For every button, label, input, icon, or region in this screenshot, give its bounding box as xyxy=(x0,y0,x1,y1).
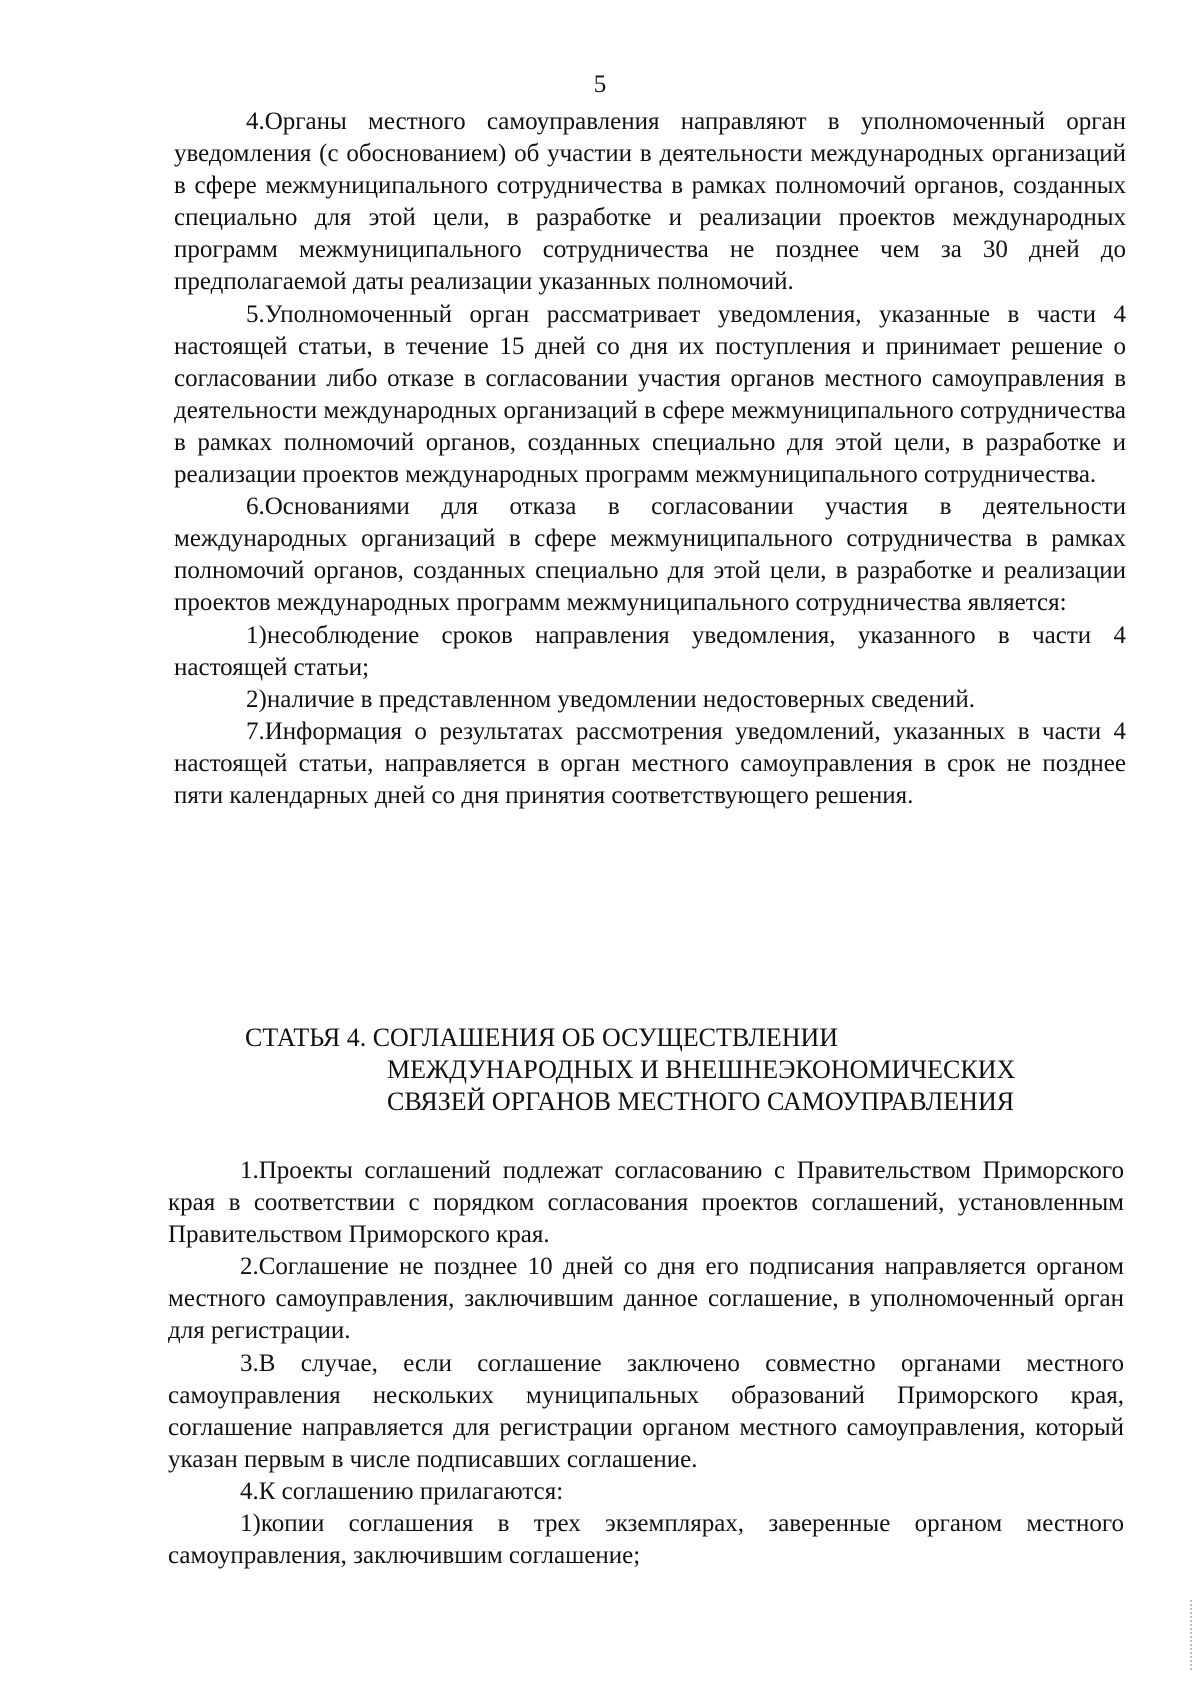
paragraph-6-item-1: 1)несоблюдение сроков направления уведомления, указанного в части 4 настоящей статьи; xyxy=(174,621,1126,681)
paragraph-6-item-2: 2)наличие в представленном уведомлении недостоверных сведений. xyxy=(246,685,975,713)
scan-edge-marks xyxy=(1190,1600,1194,1670)
article-4-heading-line-1: СТАТЬЯ 4. СОГЛАШЕНИЯ ОБ ОСУЩЕСТВЛЕНИИ xyxy=(245,1023,839,1052)
article-4-heading-line-3: СВЯЗЕЙ ОРГАНОВ МЕСТНОГО САМОУПРАВЛЕНИЯ xyxy=(387,1087,1015,1116)
article-4-paragraph-4-item-1: 1)копии соглашения в трех экземплярах, заверенные органом местного самоуправления, заключившим соглашение; xyxy=(168,1510,1124,1570)
article-3-continuation xyxy=(174,106,1126,812)
article-4-heading-line-2: МЕЖДУНАРОДНЫХ И ВНЕШНЕЭКОНОМИЧЕСКИХ xyxy=(387,1055,1016,1084)
page-number: 5 xyxy=(593,71,607,98)
paragraph-6: 6.Основаниями для отказа в согласовании участия в деятельности международных организаций в сфере межмуниципального сотрудничества в рамках полномочий органов, созданных специально для этой цели, в разработке и реализации проектов международных программ межмуниципального сотрудничества является: xyxy=(174,493,1126,617)
article-4-paragraph-1: 1.Проекты соглашений подлежат согласованию с Правительством Приморского края в соответствии с порядком согласования проектов соглашений, установленным Правительством Приморского края. xyxy=(168,1157,1124,1249)
article-4-paragraph-4: 4.К соглашению прилагаются: xyxy=(240,1477,564,1505)
paragraph-7: 7.Информация о результатах рассмотрения уведомлений, указанных в части 4 настоящей статьи, направляется в орган местного самоуправления в срок не позднее пяти календарных дней со дня принятия соответствующего решения. xyxy=(174,717,1126,809)
article-4-body xyxy=(168,1155,1124,1572)
article-4-heading xyxy=(245,1022,1105,1118)
paragraph-4: 4.Органы местного самоуправления направляют в уполномоченный орган уведомления (с обоснованием) об участии в деятельности международных организаций в сфере межмуниципального сотрудничества в рамках полномочий органов, созданных специально для этой цели, в разработке и реализации проектов международных программ межмуниципального сотрудничества не позднее чем за 30 дней до предполагаемой даты реализации указанных полномочий. xyxy=(174,108,1126,296)
article-4-paragraph-3: 3.В случае, если соглашение заключено совместно органами местного самоуправления нескольких муниципальных образований Приморского края, соглашение направляется для регистрации органом местного самоуправления, который указан первым в числе подписавших соглашение. xyxy=(168,1349,1124,1473)
paragraph-5: 5.Уполномоченный орган рассматривает уведомления, указанные в части 4 настоящей статьи, в течение 15 дней со дня их поступления и принимает решение о согласовании либо отказе в согласовании участия органов местного самоуправления в деятельности международных организаций в сфере межмуниципального сотрудничества в рамках полномочий органов, созданных специально для этой цели, в разработке и реализации проектов международных программ межмуниципального сотрудничества. xyxy=(174,300,1126,489)
article-4-paragraph-2: 2.Соглашение не позднее 10 дней со дня его подписания направляется органом местного самоуправления, заключившим данное соглашение, в уполномоченный орган для регистрации. xyxy=(168,1253,1124,1345)
